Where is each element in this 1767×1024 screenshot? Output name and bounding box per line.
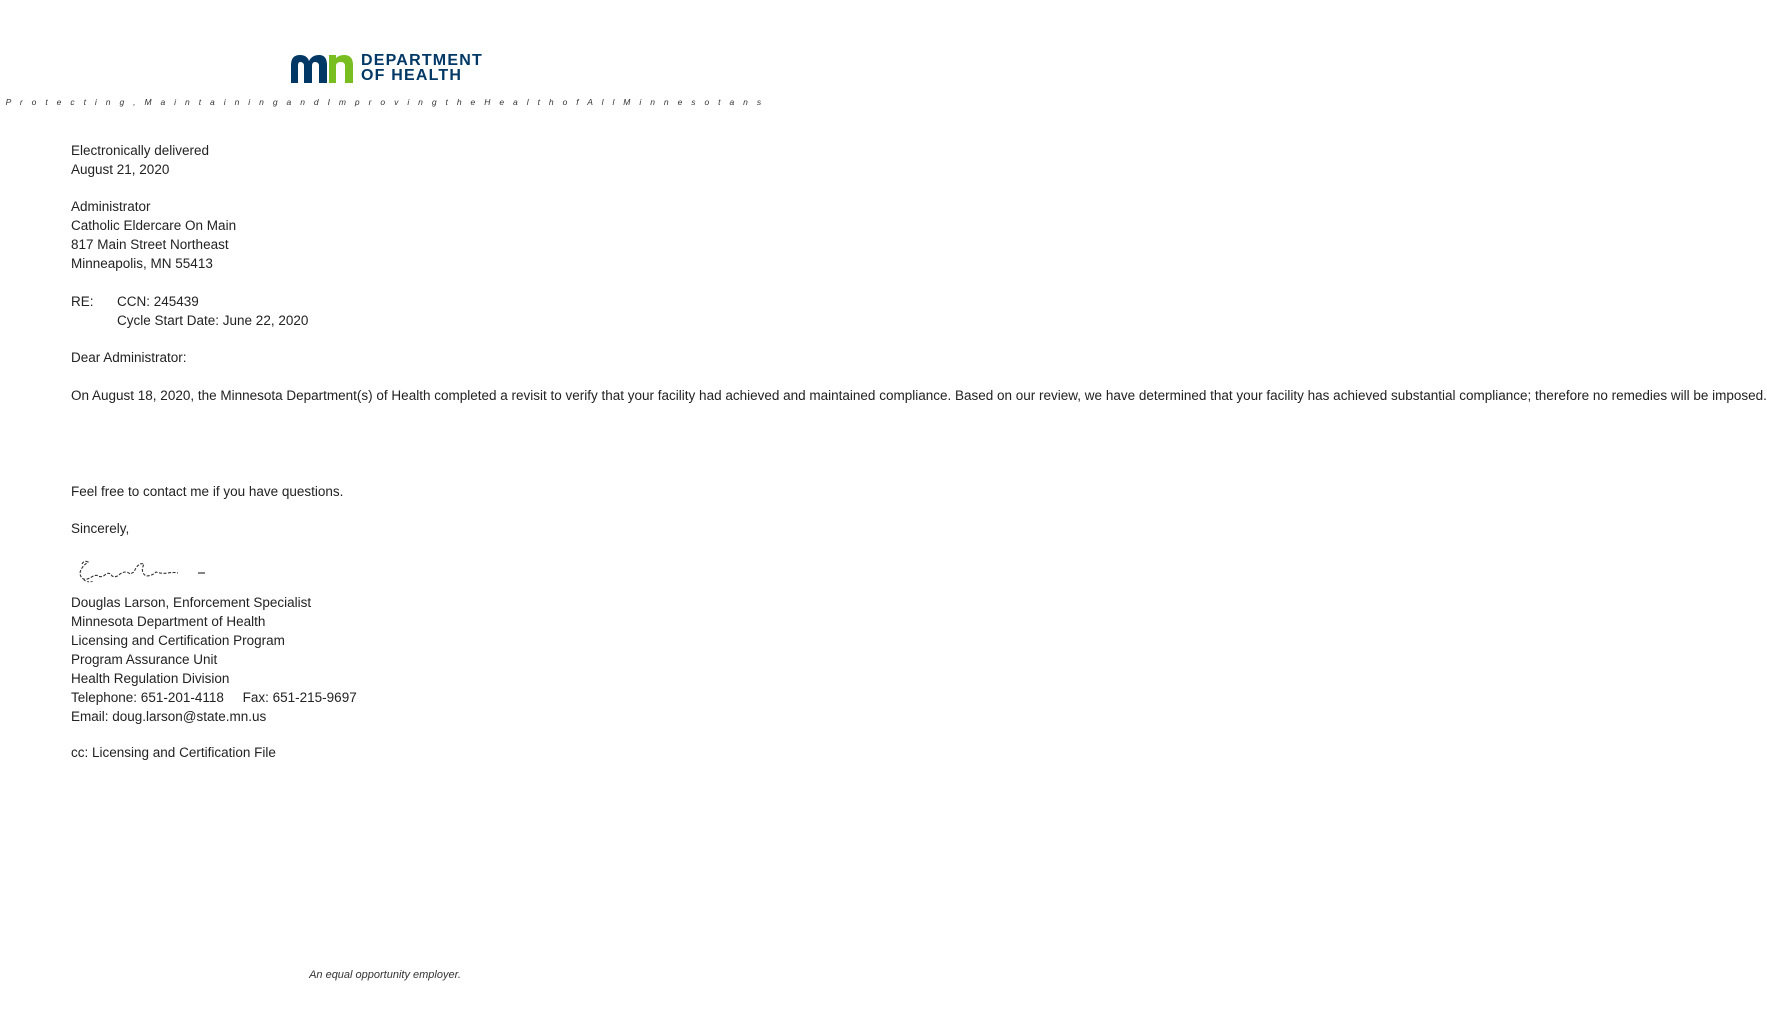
re-cycle-date: Cycle Start Date: June 22, 2020 <box>117 313 309 328</box>
body-paragraph <box>71 386 1767 405</box>
logo-line-2: OF HEALTH <box>361 67 463 84</box>
contact-line: Feel free to contact me if you have questions. <box>71 484 344 499</box>
recipient-street: 817 Main Street Northeast <box>71 237 229 252</box>
mdh-logo <box>289 52 483 84</box>
signer-email: Email: doug.larson@state.mn.us <box>71 709 267 724</box>
re-label: RE: <box>71 294 94 309</box>
cc-line: cc: Licensing and Certification File <box>71 745 276 760</box>
delivery-block <box>71 141 209 179</box>
re-block <box>71 292 308 330</box>
re-ccn: CCN: 245439 <box>117 294 199 309</box>
footer-text: An equal opportunity employer. <box>309 969 461 981</box>
recipient-address <box>71 197 236 273</box>
logo-wordmark <box>361 53 483 83</box>
handwritten-signature <box>74 556 214 588</box>
signer-department: Minnesota Department of Health <box>71 614 266 629</box>
signer-program: Licensing and Certification Program <box>71 633 285 648</box>
signer-name-title: Douglas Larson, Enforcement Specialist <box>71 595 312 610</box>
recipient-org: Catholic Eldercare On Main <box>71 218 237 233</box>
body-text: On August 18, 2020, the Minnesota Department(s) of Health completed a revisit to verify that your facility had achieved and maintained compliance. Based on our review, we have determined that your facility has achieved substantial compliance; therefore no remedies will be imposed. <box>71 388 1767 403</box>
mn-logo-icon <box>289 52 355 84</box>
delivery-method: Electronically delivered <box>71 143 210 158</box>
closing: Sincerely, <box>71 521 130 536</box>
salutation: Dear Administrator: <box>71 350 187 365</box>
signature-block <box>71 593 357 726</box>
letter-date: August 21, 2020 <box>71 162 170 177</box>
tagline: P r o t e c t i n g , M a i n t a i n i n g a n d I m p r o v i n g t h e H e a l t h o f A l l M i n n e s o t a n s <box>5 97 765 107</box>
recipient-title: Administrator <box>71 199 151 214</box>
logo-line-1: DEPARTMENT <box>361 52 483 69</box>
signer-unit: Program Assurance Unit <box>71 652 218 667</box>
signer-phone-fax: Telephone: 651-201-4118 Fax: 651-215-9697 <box>71 690 357 705</box>
recipient-city: Minneapolis, MN 55413 <box>71 256 213 271</box>
signer-division: Health Regulation Division <box>71 671 230 686</box>
